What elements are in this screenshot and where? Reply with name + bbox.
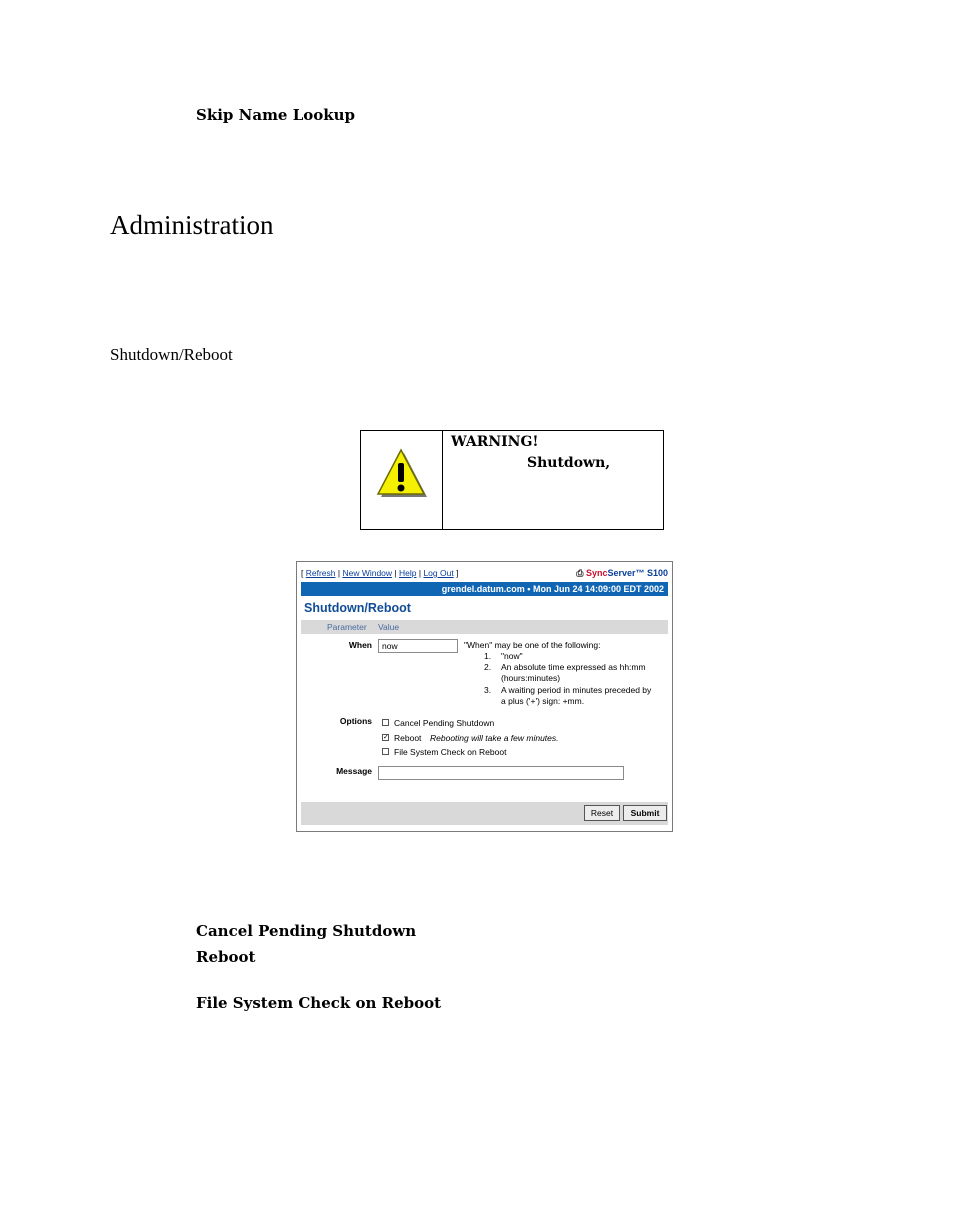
warning-icon (375, 447, 429, 501)
warning-title: WARNING! (451, 434, 539, 450)
reset-button[interactable]: Reset (584, 805, 620, 821)
when-input[interactable]: now (378, 639, 458, 653)
options-label: Options (339, 716, 372, 726)
when-help-num-3: 3. (484, 685, 492, 695)
column-header-bar (301, 620, 668, 634)
reboot-note: Rebooting will take a few minutes. (430, 733, 559, 743)
reboot-checkbox[interactable]: ✓ (383, 734, 389, 741)
when-help-intro: "When" may be one of the following: (464, 640, 601, 650)
help-link[interactable]: Help (399, 568, 417, 578)
when-help-num-2: 2. (484, 662, 492, 672)
term-cancel-pending-shutdown: Cancel Pending Shutdown (196, 922, 417, 940)
fs-check-checkbox[interactable] (382, 748, 389, 755)
brand-logo: ⎙ SyncServer™ S100 (576, 568, 668, 578)
col-value: Value (378, 622, 400, 632)
warning-text: Shutdown, (527, 455, 611, 471)
fs-check-label: File System Check on Reboot (394, 747, 507, 757)
refresh-link[interactable]: Refresh (305, 568, 336, 578)
shutdown-reboot-panel (296, 561, 673, 832)
when-help-item-3b: a plus ('+') sign: +mm. (501, 696, 585, 706)
submit-button[interactable]: Submit (623, 805, 667, 821)
section-title: Administration (110, 210, 274, 240)
warning-icon-cell (361, 431, 443, 529)
term-fs-check: File System Check on Reboot (196, 994, 442, 1012)
subsection-title: Shutdown/Reboot (110, 345, 233, 364)
cancel-pending-shutdown-checkbox[interactable] (382, 719, 389, 726)
heading-skip-name-lookup: Skip Name Lookup (196, 106, 356, 124)
new-window-link[interactable]: New Window (342, 568, 393, 578)
log-out-link[interactable]: Log Out (423, 568, 454, 578)
when-help-item-2: An absolute time expressed as hh:mm (501, 662, 646, 672)
message-label: Message (336, 766, 372, 776)
when-help-item-3: A waiting period in minutes preceded by (501, 685, 652, 695)
when-help-item-2b: (hours:minutes) (501, 673, 561, 683)
when-help-item-1: "now" (501, 651, 523, 661)
cancel-pending-shutdown-label: Cancel Pending Shutdown (394, 718, 495, 728)
col-parameter: Parameter (327, 622, 367, 632)
message-input[interactable] (378, 766, 624, 780)
warning-box (360, 430, 664, 530)
when-help-num-1: 1. (484, 651, 492, 661)
host-info-bar: grendel.datum.com • Mon Jun 24 14:09:00 EDT 2002 (301, 582, 668, 596)
printer-icon[interactable]: ⎙ (576, 568, 584, 578)
term-reboot: Reboot (196, 948, 256, 966)
reboot-label: Reboot (394, 733, 422, 743)
form-footer (301, 802, 668, 825)
top-links-bar: [ Refresh | New Window | Help | Log Out ] ⎙ SyncServer™ S100 (301, 568, 668, 578)
page-title: Shutdown/Reboot (304, 601, 411, 615)
when-label: When (348, 640, 372, 650)
